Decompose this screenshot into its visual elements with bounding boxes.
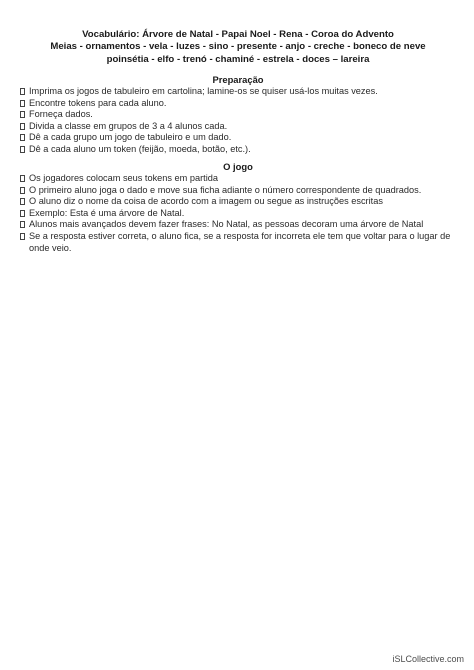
list-item-text: Encontre tokens para cada aluno. [29,97,167,108]
list-item-text: Forneça dados. [29,109,93,120]
list-item-text: Dê a cada grupo um jogo de tabuleiro e um dado. [29,132,232,143]
list-item-text: Se a resposta estiver correta, o aluno fica, se a resposta for incorreta ele tem que voltar para o lugar de onde veio. [29,230,451,253]
vocabulary-block [18,29,458,66]
list-item-text: Os jogadores colocam seus tokens em partida [29,173,218,183]
list-item-text: O primeiro aluno joga o dado e move sua ficha adiante o número correspondente de quadrados. [29,184,422,195]
checkbox-icon [20,175,25,182]
checkbox-icon [20,146,25,153]
vocabulary-line-3: poinsétia - elfo - trenó - chaminé - estrela - doces – lareira [106,53,370,65]
list-item-text: Exemplo: Esta é uma árvore de Natal. [29,207,185,218]
list-item [20,208,456,220]
list-item-text: O aluno diz o nome da coisa de acordo com a imagem ou segue as instruções escritas [29,196,383,207]
checkbox-icon [20,187,25,194]
checkbox-icon [20,88,25,95]
list-item [20,185,456,197]
checkbox-icon [20,198,25,205]
watermark-footer[interactable]: iSLCollective.com [392,654,464,664]
list-item [20,98,456,110]
checkbox-icon [20,111,25,118]
preparation-title: Preparação [212,74,264,85]
vocabulary-line-2: Meias - ornamentos - vela - luzes - sino - presente - anjo - creche - boneco de neve [50,41,426,53]
list-item-text: Imprima os jogos de tabuleiro em cartolina; lamine-os se quiser usá-los muitas vezes. [29,86,378,96]
list-item-text: Alunos mais avançados devem fazer frases: No Natal, as pessoas decoram uma árvore de Natal [29,219,424,230]
checkbox-icon [20,221,25,228]
checkbox-icon [20,210,25,217]
list-item [20,132,456,144]
list-item [20,86,456,98]
preparation-list [20,86,456,156]
game-list [20,173,456,254]
list-item-text: Dê a cada aluno um token (feijão, moeda, botão, etc.). [29,143,251,154]
checkbox-icon [20,123,25,130]
game-section [20,161,456,254]
preparation-section [20,74,456,156]
game-title: O jogo [223,161,253,172]
list-item [20,144,456,156]
vocabulary-line-1: Vocabulário: Árvore de Natal - Papai Noel - Rena - Coroa do Advento [82,29,394,40]
checkbox-icon [20,134,25,141]
list-item [20,121,456,133]
list-item [20,219,456,231]
list-item [20,109,456,121]
list-item-text: Divida a classe em grupos de 3 a 4 alunos cada. [29,120,228,131]
list-item [20,231,456,254]
list-item [20,196,456,208]
checkbox-icon [20,233,25,240]
list-item [20,173,456,185]
checkbox-icon [20,100,25,107]
